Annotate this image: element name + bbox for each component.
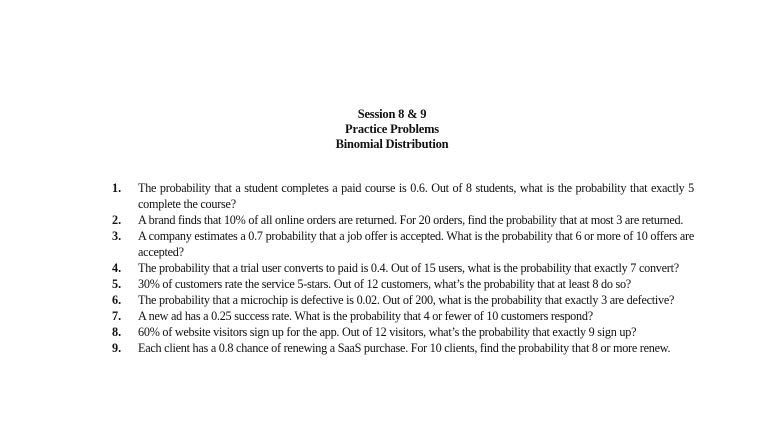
problem-item: [112, 308, 694, 324]
problem-text: The probability that a microchip is defective is 0.02. Out of 200, what is the probability that exactly 3 are defective?: [138, 293, 675, 307]
problem-number: 3.: [112, 229, 122, 243]
problem-item: [112, 212, 694, 228]
problem-text: 30% of customers rate the service 5-stars. Out of 12 customers, what’s the probability that at least 8 do so?: [138, 277, 631, 291]
problem-number: 8.: [112, 325, 122, 339]
problem-list: [112, 180, 694, 356]
problem-number: 1.: [112, 181, 122, 195]
problem-number: 6.: [112, 293, 122, 307]
problem-item: [112, 260, 694, 276]
problem-item: [112, 292, 694, 308]
problem-number: 2.: [112, 213, 122, 227]
problem-number: 9.: [112, 341, 122, 355]
practice-problems-title: Practice Problems: [345, 122, 439, 136]
problem-number: 7.: [112, 309, 122, 323]
problem-text: The probability that a trial user converts to paid is 0.4. Out of 15 users, what is the probability that exactly 7 convert?: [138, 261, 679, 275]
problem-item: [112, 228, 694, 260]
problem-text: The probability that a student completes a paid course is 0.6. Out of 8 students, what is the probability that exactly 5 complete the course?: [138, 181, 694, 211]
problem-number: 4.: [112, 261, 122, 275]
topic-title: Binomial Distribution: [335, 137, 449, 151]
document-heading: [0, 107, 784, 152]
problem-text: A company estimates a 0.7 probability that a job offer is accepted. What is the probability that 6 or more of 10 offers are accepted?: [138, 229, 694, 259]
problem-text: A new ad has a 0.25 success rate. What is the probability that 4 or fewer of 10 customers respond?: [138, 309, 593, 323]
problem-item: [112, 276, 694, 292]
problem-item: [112, 324, 694, 340]
session-title: Session 8 & 9: [357, 107, 427, 121]
problem-text: Each client has a 0.8 chance of renewing a SaaS purchase. For 10 clients, find the probability that 8 or more renew.: [138, 341, 671, 355]
problem-text: A brand finds that 10% of all online orders are returned. For 20 orders, find the probability that at most 3 are returned.: [138, 213, 684, 227]
problem-item: [112, 340, 694, 356]
problem-text: 60% of website visitors sign up for the app. Out of 12 visitors, what’s the probability that exactly 9 sign up?: [138, 325, 637, 339]
problem-item: [112, 180, 694, 212]
problem-number: 5.: [112, 277, 122, 291]
